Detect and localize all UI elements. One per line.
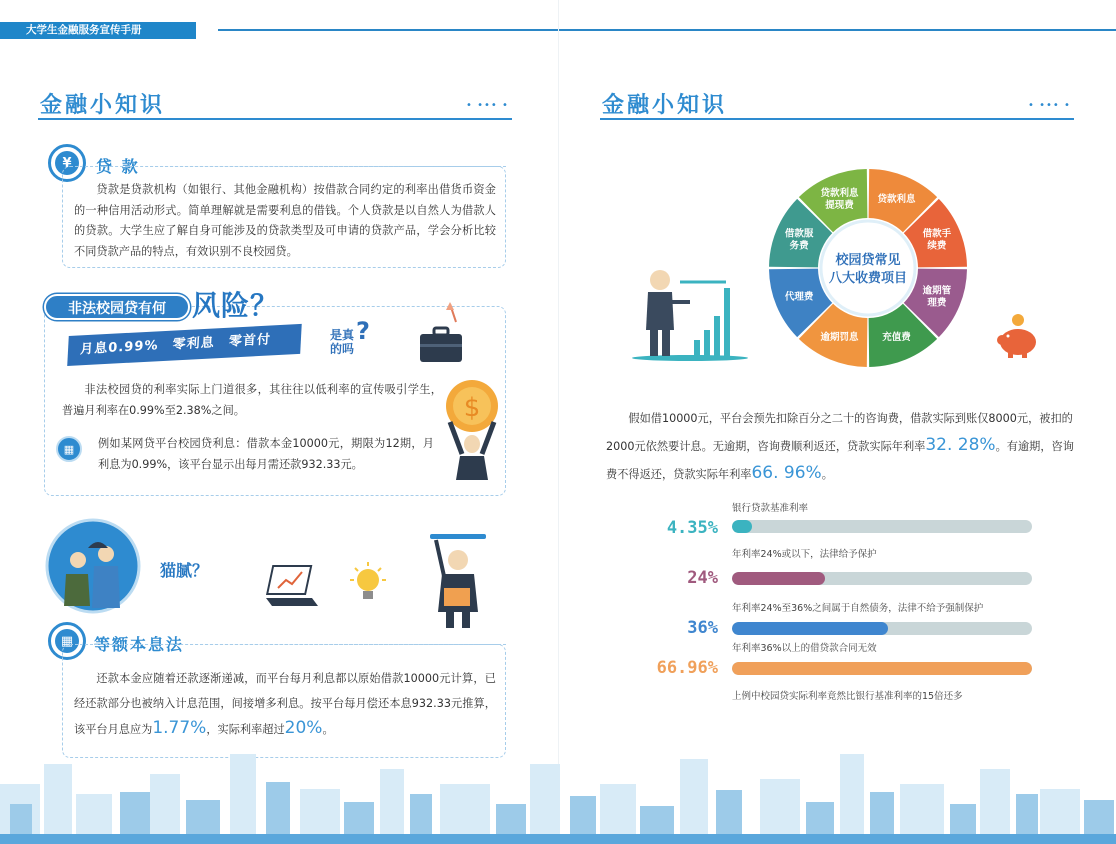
cat-word: 猫腻？ <box>160 561 209 580</box>
rate-fill-0 <box>732 520 752 533</box>
right-paragraph-c: 。 <box>821 468 833 481</box>
calculator-icon: ▦ <box>56 436 82 462</box>
risk-pill: 非法校园贷有何 <box>44 294 190 320</box>
risk-example: 例如某网贷平台校园贷利息：借款本金10000元，期限为12期，月利息为0.99%，该平台显示出每月需还款932.33元。 <box>98 437 434 471</box>
right-section-underline <box>600 118 1074 120</box>
city-skyline-decoration <box>0 734 1116 844</box>
ring-center <box>821 221 915 315</box>
svg-text:$: $ <box>463 393 481 423</box>
is-real-text: 是真的吗 <box>330 328 355 356</box>
loan-title: 贷 款 <box>96 157 140 176</box>
light-bulb-icon <box>346 560 390 608</box>
rate-fill-2 <box>732 622 888 635</box>
right-paragraph <box>606 406 1076 488</box>
ring-center-line-1: 校园贷常见 <box>835 253 901 268</box>
left-section-title: 金融小知识 <box>40 93 166 118</box>
loan-paragraph: 贷款是贷款机构（如银行、其他金融机构）按借款合同约定的利率出借货币资金的一种信用活动形式。简单理解就是需要利息的借钱。个人贷款是以自然人为借款人的贷款。大学生应了解自身可能涉及的贷款类型及可申请的贷款产品，学会分析比较不同贷款产品的特点，有效识别不良校园贷。 <box>74 183 496 258</box>
ring-label-7: 贷款利息提现费 <box>820 188 859 212</box>
risk-paragraph: 非法校园贷的利率实际上门道很多，其往往以低利率的宣传吸引学生，普遍月利率在0.99%至2.38%之间。 <box>62 383 442 417</box>
fee-ring-diagram <box>768 168 968 368</box>
is-real-label: 是真的吗 ? <box>330 317 370 356</box>
rate-footnote: 上例中校园贷实际利率竟然比银行基准利率的15倍还多 <box>732 691 963 702</box>
monthly-rate: 1.77% <box>152 718 207 738</box>
right-paragraph-a: 假如借10000元，平台会预先扣除百分之二十的咨询费，借款实际到账仅8000元，被扣的2000元依然要计息。无逾期，咨询费顺利返还，贷款实际年利率 <box>606 412 1073 453</box>
briefcase-icon <box>416 300 472 370</box>
rate-label-0: 银行贷款基准利率 <box>732 503 809 514</box>
rate-value-2: 36% <box>687 618 718 638</box>
equal-paragraph <box>74 666 496 742</box>
rate-fill-1 <box>732 572 825 585</box>
rate-value-0: 4.35% <box>666 518 718 538</box>
rate-label-1: 年利率24%或以下，法律给予保护 <box>732 549 877 560</box>
equal-paragraph-a: 还款本金应随着还款逐渐递减，而平台每月利息都以原始借款10000元计算，已经还款部分也被纳入计息范围，间接增多利息。按平台每月偿还本息932.33元推算，该平台月息应为 <box>74 672 496 736</box>
rate-bar-2 <box>732 622 1032 635</box>
page-fold <box>558 0 559 844</box>
rate-overdue: 66. 96% <box>751 463 822 483</box>
ring-label-2: 逾期管理费 <box>922 285 952 309</box>
calculator-circle-icon: ▦ <box>48 622 86 660</box>
ring-label-0: 贷款利息 <box>877 194 916 206</box>
handbook-title: 大学生金融服务宣传手册 <box>0 22 196 39</box>
businessman-chart-illustration <box>630 266 750 362</box>
rate-no-overdue: 32. 28% <box>925 435 996 455</box>
money-bag-icon: ¥ <box>48 144 86 182</box>
rate-bar-0 <box>732 520 1032 533</box>
left-section-underline <box>38 118 512 120</box>
equal-paragraph-b: ，实际利率超过 <box>206 723 285 736</box>
rate-bar-3 <box>732 662 1032 675</box>
ring-label-5: 代理费 <box>784 291 814 303</box>
rate-label-2: 年利率24%至36%之间属于自然债务，法律不给予强制保护 <box>732 603 984 614</box>
rate-value-1: 24% <box>687 568 718 588</box>
ring-label-3: 充值费 <box>882 331 911 343</box>
rate-value-3: 66.96% <box>656 658 718 678</box>
equal-paragraph-c: 。 <box>322 723 334 736</box>
ring-label-4: 逾期罚息 <box>820 331 859 343</box>
right-section-dots: • ••• • <box>1028 100 1071 111</box>
man-with-book-illustration <box>424 532 492 630</box>
risk-word: 风险？ <box>192 289 280 322</box>
rate-label-3: 年利率36%以上的借贷款合同无效 <box>732 643 877 654</box>
ring-label-1: 借款手续费 <box>922 228 952 252</box>
right-section-title: 金融小知识 <box>602 93 728 118</box>
piggy-bank-icon <box>994 310 1042 360</box>
actual-rate: 20% <box>284 718 323 738</box>
risk-banner: 月息0.99% 零利息 零首付 <box>67 324 302 366</box>
ring-label-6: 借款服务费 <box>784 228 814 252</box>
coin-holder-icon <box>438 376 506 488</box>
ring-center-line-2: 八大收费项目 <box>828 271 908 286</box>
equal-title: 等额本息法 <box>94 635 185 654</box>
rate-bar-1 <box>732 572 1032 585</box>
header-stripes <box>166 22 196 39</box>
left-section-dots: • ••• • <box>466 100 509 111</box>
right-paragraph-b: 。有逾期，咨询费不得返还，贷款实际年利率 <box>606 440 1074 481</box>
people-illustration <box>44 518 142 614</box>
header-rule <box>218 29 1116 31</box>
rate-fill-3 <box>732 662 1032 675</box>
laptop-chart-icon <box>266 562 320 612</box>
